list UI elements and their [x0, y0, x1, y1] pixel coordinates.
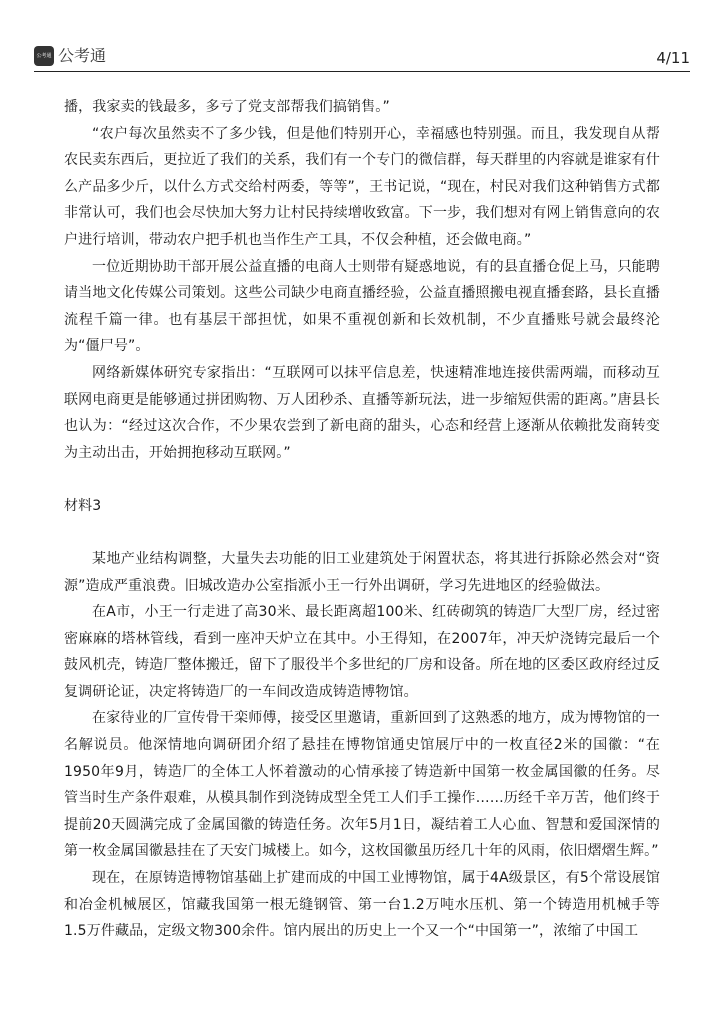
paragraph: 现在，在原铸造博物馆基础上扩建而成的中国工业博物馆，属于4A级景区，有5个常设展馆和冶金机械展区，馆藏我国第一根无缝钢管、第一台1.2万吨水压机、第一个铸造用机械手等1.5万件藏品，定级文物300余件。馆内展出的历史上一个又一个“中国第一”，浓缩了中国工 [64, 870, 660, 940]
page-header [34, 44, 690, 72]
paragraph: 在家待业的厂宣传骨干栾师傅，接受区里邀请，重新回到了这熟悉的地方，成为博物馆的一名解说员。他深情地向调研团介绍了悬挂在博物馆通史馆展厅中的一枚直径2米的国徽：“在1950年9月，铸造厂的全体工人怀着激动的心情承接了铸造新中国第一枚金属国徽的任务。尽管当时生产条件艰难，从模具制作到浇铸成型全凭工人们手工操作……历经千辛万苦，他们终于提前20天圆满完成了金属国徽的铸造任务。次年5月1日，凝结着工人心血、智慧和爱国深情的第一枚金属国徽悬挂在了天安门城楼上。如今，这枚国徽虽历经几十年的风雨，依旧熠熠生辉。” [64, 710, 660, 860]
section-heading: 材料3 [64, 498, 102, 515]
paragraph: 在A市，小王一行走进了高30米、最长距离超100米、红砖砌筑的铸造厂大型厂房，经过密密麻麻的塔林管线，看到一座冲天炉立在其中。小王得知，在2007年，冲天炉浇铸完最后一个鼓风机壳，铸造厂整体搬迁，留下了服役半个多世纪的厂房和设备。所在地的区委区政府经过反复调研论证，决定将铸造厂的一车间改造成铸造博物馆。 [64, 604, 660, 700]
logo-icon: 公考通 [34, 46, 54, 66]
page-number: 4/11 [656, 49, 690, 67]
document-body [64, 94, 660, 945]
paragraph: 某地产业结构调整，大量失去功能的旧工业建筑处于闲置状态，将其进行拆除必然会对“资源”造成严重浪费。旧城改造办公室指派小王一行外出调研，学习先进地区的经验做法。 [64, 550, 660, 594]
logo-text: 公考通 [58, 46, 107, 65]
paragraph: “农户每次虽然卖不了多少钱，但是他们特别开心，幸福感也特别强。而且，我发现自从帮农民卖东西后，更拉近了我们的关系，我们有一个专门的微信群，每天群里的内容就是谁家有什么产品多少斤，以什么方式交给村两委，等等”，王书记说，“现在，村民对我们这种销售方式都非常认可，我们也会尽快加大努力让村民持续增收致富。下一步，我们想对有网上销售意向的农户进行培训，带动农户把手机也当作生产工具，不仅会种植，还会做电商。” [64, 125, 660, 248]
header-divider [34, 71, 690, 72]
paragraph: 一位近期协助干部开展公益直播的电商人士则带有疑惑地说，有的县直播仓促上马，只能聘请当地文化传媒公司策划。这些公司缺少电商直播经验，公益直播照搬电视直播套路，县长直播流程千篇一律。也有基层干部担忧，如果不重视创新和长效机制，不少直播账号就会最终沦为“僵尸号”。 [64, 258, 660, 355]
paragraph: 播，我家卖的钱最多，多亏了党支部帮我们搞销售。” [64, 99, 390, 115]
paragraph: 网络新媒体研究专家指出：“互联网可以抹平信息差，快速精准地连接供需两端，而移动互联网电商更是能够通过拼团购物、万人团秒杀、直播等新玩法，进一步缩短供需的距离。”唐县长也认为：“经过这次合作，不少果农尝到了新电商的甜头，心态和经营上逐渐从依赖批发商转变为主动出击，开始拥抱移动互联网。” [64, 364, 660, 461]
